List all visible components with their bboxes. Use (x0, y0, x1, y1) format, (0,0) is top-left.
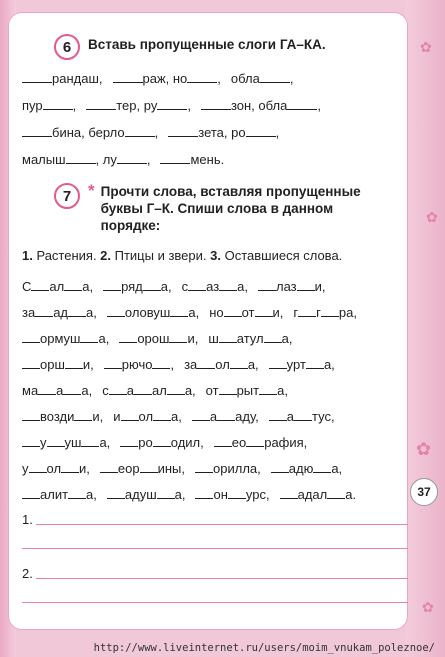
blank-field[interactable] (68, 304, 86, 317)
blank-field[interactable] (22, 70, 52, 83)
blank-field[interactable] (31, 278, 49, 291)
blank-field[interactable] (35, 304, 53, 317)
exercise-word: лаз и, (258, 279, 326, 294)
exercise-word: ро одил, (120, 435, 203, 450)
blank-field[interactable] (22, 486, 40, 499)
exercise-word: и ол а, (113, 409, 182, 424)
exercise-word: обла , (230, 71, 294, 86)
blank-field[interactable] (22, 434, 40, 447)
blank-field[interactable] (201, 97, 231, 110)
blank-field[interactable] (107, 486, 125, 499)
exercise-line (22, 124, 289, 141)
blank-field[interactable] (22, 124, 52, 137)
flower-icon: ✿ (422, 599, 434, 615)
exercise-word: адуш а, (107, 487, 186, 502)
blank-field[interactable] (287, 97, 317, 110)
exercise-word: с а ал а, (102, 383, 196, 398)
exercise-word: ормуш а, (22, 331, 109, 346)
blank-field[interactable] (74, 408, 92, 421)
blank-field[interactable] (269, 408, 287, 421)
blank-field[interactable] (219, 330, 237, 343)
flower-icon: ✿ (420, 39, 432, 55)
blank-field[interactable] (259, 382, 277, 395)
task7-number-badge: 7 (54, 183, 80, 209)
blank-field[interactable] (125, 124, 155, 137)
task7-title-line: Прочти слова, вставляя пропущенные (100, 184, 361, 199)
blank-field[interactable] (143, 278, 161, 291)
blank-field[interactable] (120, 434, 138, 447)
blank-field[interactable] (188, 278, 206, 291)
blank-field[interactable] (66, 151, 96, 164)
blank-field[interactable] (140, 460, 158, 473)
task7-title (101, 183, 361, 234)
flower-icon: ✿ (416, 439, 432, 459)
blank-field[interactable] (152, 356, 170, 369)
blank-field[interactable] (22, 330, 40, 343)
exercise-word: бина, берло , (22, 125, 158, 140)
exercise-line (22, 460, 352, 477)
blank-field[interactable] (260, 70, 290, 83)
blank-field[interactable] (121, 408, 139, 421)
blank-field[interactable] (65, 356, 83, 369)
task7-title-line: порядке: (100, 218, 161, 233)
exercise-word: возди и, (22, 409, 103, 424)
exercise-word: г г ра, (293, 305, 357, 320)
blank-field[interactable] (86, 97, 116, 110)
exercise-word: мень. (160, 152, 224, 167)
blank-field[interactable] (170, 304, 188, 317)
exercise-word: алит а, (22, 487, 97, 502)
exercise-word: ео рафия, (214, 435, 308, 450)
blank-field[interactable] (298, 304, 316, 317)
blank-field[interactable] (313, 460, 331, 473)
exercise-word: за ад а, (22, 305, 97, 320)
exercise-word: у ол и, (22, 461, 90, 476)
answer-label: 2. (22, 566, 33, 581)
exercise-line (22, 278, 336, 295)
exercise-line (22, 97, 331, 114)
answer-label: 1. (22, 512, 33, 527)
blank-field[interactable] (47, 434, 65, 447)
blank-field[interactable] (264, 330, 282, 343)
exercise-line (22, 486, 366, 503)
blank-field[interactable] (219, 382, 237, 395)
blank-field[interactable] (224, 304, 242, 317)
exercise-word: рючо , (104, 357, 174, 372)
answer-line[interactable] (36, 578, 408, 579)
category-label: Растения. (32, 248, 101, 263)
exercise-word: орош и, (119, 331, 198, 346)
exercise-word: раж, но , (113, 71, 221, 86)
exercise-line (22, 356, 345, 373)
task7-title-line: буквы Г–К. Спиши слова в данном (100, 201, 334, 216)
blank-field[interactable] (157, 486, 175, 499)
exercise-word: от рыт а, (205, 383, 288, 398)
blank-field[interactable] (64, 278, 82, 291)
blank-field[interactable] (68, 486, 86, 499)
blank-field[interactable] (63, 382, 81, 395)
blank-field[interactable] (327, 486, 345, 499)
exercise-line (22, 408, 345, 425)
blank-field[interactable] (217, 408, 235, 421)
blank-field[interactable] (269, 356, 287, 369)
exercise-word: за ол а, (184, 357, 259, 372)
exercise-word: тер, ру , (86, 98, 191, 113)
blank-field[interactable] (117, 151, 147, 164)
blank-field[interactable] (168, 124, 198, 137)
exercise-line (22, 304, 367, 321)
exercise-word: зон, обла , (201, 98, 321, 113)
blank-field[interactable] (214, 434, 232, 447)
blank-field[interactable] (119, 330, 137, 343)
category-number: 2. (100, 248, 112, 263)
blank-field[interactable] (167, 382, 185, 395)
exercise-word: адю а, (271, 461, 342, 476)
blank-field[interactable] (195, 486, 213, 499)
blank-field[interactable] (22, 356, 40, 369)
answer-line[interactable] (36, 524, 408, 525)
blank-field[interactable] (219, 278, 237, 291)
exercise-word: ряд а, (103, 279, 172, 294)
blank-field[interactable] (157, 97, 187, 110)
exercise-word: С ал а, (22, 279, 94, 294)
category-number: 1. (22, 248, 33, 263)
blank-field[interactable] (306, 356, 324, 369)
blank-field[interactable] (109, 382, 127, 395)
exercise-word: но от и, (209, 305, 284, 320)
task6-title: Вставь пропущенные слоги ГА–КА. (88, 37, 326, 52)
blank-field[interactable] (38, 382, 56, 395)
exercise-word: у уш а, (22, 435, 110, 450)
exercise-word: ш атул а, (208, 331, 293, 346)
exercise-word: адал а. (280, 487, 356, 502)
exercise-word: малыш , лу , (22, 152, 151, 167)
exercise-word: зета, ро , (168, 125, 279, 140)
blank-field[interactable] (294, 408, 312, 421)
exercise-line (22, 70, 303, 87)
exercise-word: он урс, (195, 487, 269, 502)
exercise-word: орилла, (195, 461, 261, 476)
blank-field[interactable] (107, 304, 125, 317)
blank-field[interactable] (187, 70, 217, 83)
blank-field[interactable] (153, 434, 171, 447)
exercise-word: а аду, (192, 409, 259, 424)
flower-icon: ✿ (426, 209, 438, 225)
blank-field[interactable] (297, 278, 315, 291)
exercise-word: еор ины, (100, 461, 185, 476)
exercise-line (22, 151, 234, 168)
exercise-word: урт а, (269, 357, 335, 372)
star-icon: * (88, 181, 95, 200)
blank-field[interactable] (29, 460, 47, 473)
blank-field[interactable] (246, 434, 264, 447)
blank-field[interactable] (43, 97, 73, 110)
blank-field[interactable] (321, 304, 339, 317)
task6-header (54, 34, 326, 60)
exercise-line (22, 330, 302, 347)
answer-line[interactable] (22, 548, 408, 549)
exercise-word: рандаш, (22, 71, 103, 86)
exercise-word: ма а а, (22, 383, 93, 398)
page-number-badge: 37 (410, 478, 438, 506)
task7-categories (22, 248, 342, 264)
blank-field[interactable] (104, 356, 122, 369)
answer-line[interactable] (22, 602, 408, 603)
exercise-line (22, 434, 317, 451)
blank-field[interactable] (228, 486, 246, 499)
blank-field[interactable] (258, 278, 276, 291)
exercise-word: а тус, (269, 409, 335, 424)
exercise-word: пур , (22, 98, 77, 113)
blank-field[interactable] (195, 460, 213, 473)
blank-field[interactable] (103, 278, 121, 291)
blank-field[interactable] (197, 356, 215, 369)
blank-field[interactable] (134, 382, 152, 395)
exercise-line (22, 382, 298, 399)
exercise-word: орш и, (22, 357, 94, 372)
exercise-word: оловуш а, (107, 305, 199, 320)
category-number: 3. (210, 248, 221, 263)
blank-field[interactable] (160, 151, 190, 164)
blank-field[interactable] (192, 408, 210, 421)
blank-field[interactable] (100, 460, 118, 473)
blank-field[interactable] (280, 486, 298, 499)
blank-field[interactable] (80, 330, 98, 343)
blank-field[interactable] (230, 356, 248, 369)
category-label: Птицы и звери. (111, 248, 211, 263)
page-margin-right (405, 0, 445, 657)
blank-field[interactable] (113, 70, 143, 83)
blank-field[interactable] (271, 460, 289, 473)
category-label: Оставшиеся слова. (220, 248, 343, 263)
blank-field[interactable] (246, 124, 276, 137)
watermark-url: http://www.liveinternet.ru/users/moim_vnukam_poleznoe/ (93, 642, 435, 654)
blank-field[interactable] (22, 408, 40, 421)
task7-header (54, 183, 361, 234)
blank-field[interactable] (61, 460, 79, 473)
blank-field[interactable] (81, 434, 99, 447)
blank-field[interactable] (255, 304, 273, 317)
task6-number-badge: 6 (54, 34, 80, 60)
blank-field[interactable] (153, 408, 171, 421)
exercise-word: с аз а, (181, 279, 249, 294)
blank-field[interactable] (169, 330, 187, 343)
